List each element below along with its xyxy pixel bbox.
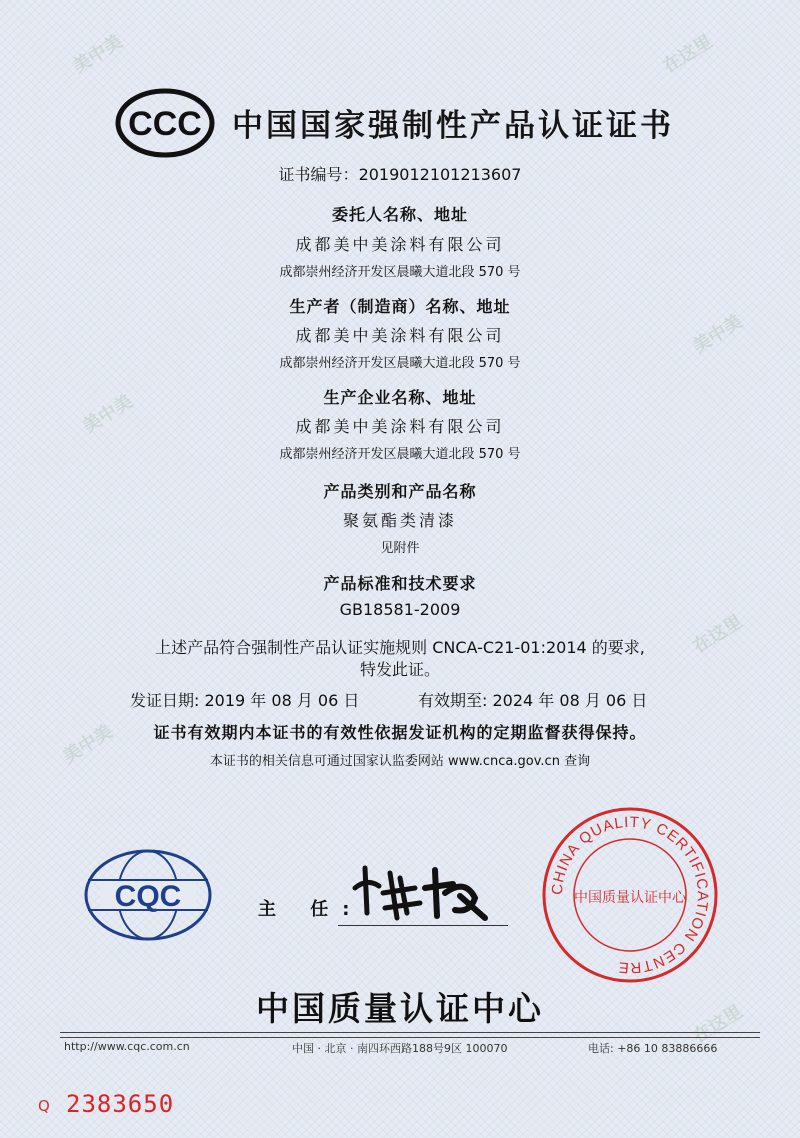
product-note: 见附件	[380, 541, 420, 556]
watermark: 美中美	[69, 31, 127, 78]
seal-outer-text: CHINA QUALITY CERTIFICATION CENTRE	[548, 813, 712, 977]
certificate-number-label: 证书编号：	[278, 165, 359, 184]
client-heading: 委托人名称、地址	[331, 205, 468, 224]
expiry-date-label: 有效期至:	[418, 691, 488, 710]
factory-address: 成都崇州经济开发区晨曦大道北段 570 号	[279, 447, 521, 462]
director-label: 主 任:	[258, 899, 364, 920]
product-heading: 产品类别和产品名称	[323, 482, 477, 501]
expiry-date-value: 2024 年 08 月 06 日	[492, 691, 648, 710]
footer-divider	[60, 1032, 760, 1038]
watermark: 美中美	[689, 311, 747, 358]
watermark: 美中美	[59, 721, 117, 768]
factory-name: 成都美中美涂料有限公司	[295, 417, 505, 436]
expiry-date	[418, 688, 647, 711]
watermark: 在这里	[689, 611, 747, 658]
issue-date-value: 2019 年 08 月 06 日	[204, 691, 360, 710]
client-address: 成都崇州经济开发区晨曦大道北段 570 号	[279, 265, 521, 280]
declaration-line-2: 特发此证。	[359, 660, 440, 679]
serial-prefix: Q	[38, 1097, 50, 1115]
certificate-number-line	[0, 162, 800, 185]
standard-heading: 产品标准和技术要求	[323, 574, 477, 593]
watermark: 在这里	[689, 1001, 747, 1048]
serial-number: 2383650	[66, 1090, 175, 1118]
declaration-line-1: 上述产品符合强制性产品认证实施规则 CNCA-C21-01:2014 的要求,	[155, 638, 645, 657]
certificate-number: 2019012101213607	[358, 165, 522, 184]
seal-inner-text: 中国质量认证中心	[574, 890, 686, 906]
signature-line	[338, 925, 508, 926]
cqc-logo	[78, 845, 218, 945]
footer-url[interactable]: http://www.cqc.com.cn	[64, 1040, 190, 1053]
cqc-logo-text: CQC	[114, 880, 182, 913]
website-note: 本证书的相关信息可通过国家认监委网站 www.cnca.gov.cn 查询	[209, 754, 591, 769]
certificate-title: 中国国家强制性产品认证证书	[232, 108, 674, 144]
ccc-logo	[115, 88, 215, 158]
manufacturer-address: 成都崇州经济开发区晨曦大道北段 570 号	[279, 356, 521, 371]
issue-date	[130, 688, 359, 711]
issue-date-label: 发证日期:	[130, 691, 200, 710]
manufacturer-heading: 生产者（制造商）名称、地址	[289, 297, 511, 316]
standard-value: GB18581-2009	[339, 600, 461, 619]
validity-note: 证书有效期内本证书的有效性依据发证机构的定期监督获得保持。	[153, 723, 647, 742]
watermark: 在这里	[659, 31, 717, 78]
client-name: 成都美中美涂料有限公司	[295, 235, 505, 254]
ccc-logo-text: CCC	[128, 105, 202, 143]
issuing-organization: 中国质量认证中心	[256, 989, 544, 1028]
cqc-official-seal	[540, 805, 720, 985]
factory-heading: 生产企业名称、地址	[323, 388, 477, 407]
footer-phone: 电话: +86 10 83886666	[588, 1042, 718, 1055]
manufacturer-name: 成都美中美涂料有限公司	[295, 326, 505, 345]
watermark: 美中美	[79, 391, 137, 438]
director-signature	[345, 858, 495, 928]
footer-address: 中国 · 北京 · 南四环西路188号9区 100070	[292, 1042, 508, 1055]
product-name: 聚氨酯类清漆	[342, 511, 457, 530]
